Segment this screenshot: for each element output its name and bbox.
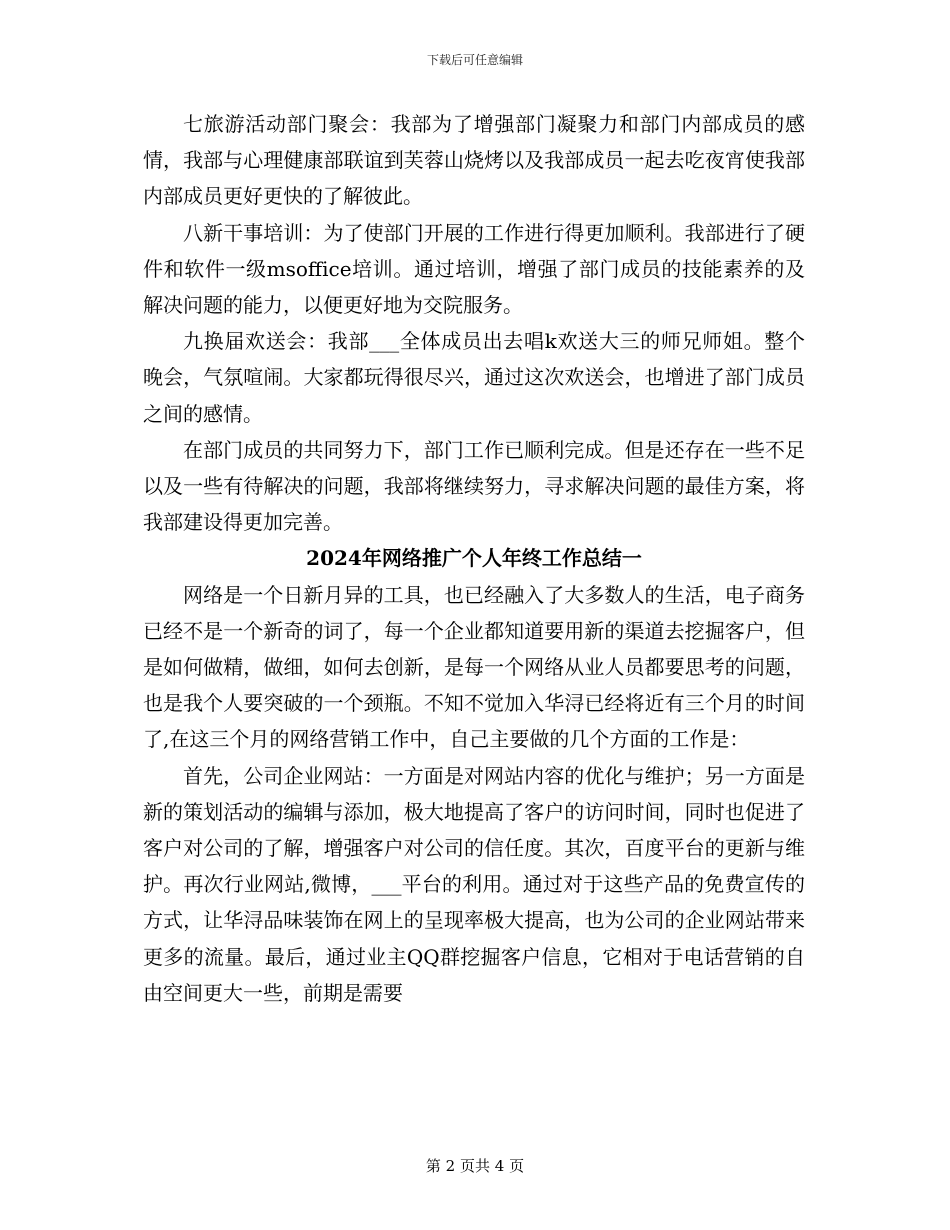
paragraph-conclusion: 在部门成员的共同努力下，部门工作已顺利完成。但是还存在一些不足以及一些有待解决的问题，我部将继续努力，寻求解决问题的最佳方案，将我部建设得更加完善。 bbox=[143, 437, 805, 535]
section-title: 2024年网络推广个人年终工作总结一 bbox=[306, 546, 642, 571]
paragraph-farewell-party: 九换届欢送会：我部___全体成员出去唱k欢送大三的师兄师姐。整个晚会，气氛喧闹。大家都玩得很尽兴，通过这次欢送会，也增进了部门成员之间的感情。 bbox=[143, 329, 805, 426]
paragraph-network-intro: 网络是一个日新月异的工具，也已经融入了大多数人的生活，电子商务已经不是一个新奇的词了，每一个企业都知道要用新的渠道去挖掘客户，但是如何做精，做细，如何去创新，是每一个网络从业人员都要思考的问题，也是我个人要突破的一个颈瓶。不知不觉加入华浔已经将近有三个月的时间了,在这三个月的网络营销工作中，自己主要做的几个方面的工作是： bbox=[143, 582, 805, 752]
page-footer: 第 2 页共 4 页 bbox=[425, 1157, 525, 1175]
paragraph-new-staff-training: 八新干事培训：为了使部门开展的工作进行得更加顺利。我部进行了硬件和软件一级msoffice培训。通过培训，增强了部门成员的技能素养的及解决问题的能力，以便更好地为交院服务。 bbox=[143, 220, 805, 318]
document-body bbox=[143, 106, 805, 1011]
page-header: 下载后可任意编辑 bbox=[426, 53, 523, 67]
paragraph-work-details: 首先，公司企业网站：一方面是对网站内容的优化与维护；另一方面是新的策划活动的编辑与添加，极大地提高了客户的访问时间，同时也促进了客户对公司的了解，增强客户对公司的信任度。其次，百度平台的更新与维护。再次行业网站,微博，___平台的利用。通过对于这些产品的免费宣传的方式，让华浔品味装饰在网上的呈现率极大提高，也为公司的企业网站带来更多的流量。最后，通过业主QQ群挖掘客户信息，它相对于电话营销的自由空间更大一些，前期是需要 bbox=[143, 763, 805, 1005]
paragraph-travel-gathering: 七旅游活动部门聚会：我部为了增强部门凝聚力和部门内部成员的感情，我部与心理健康部联谊到芙蓉山烧烤以及我部成员一起去吃夜宵使我部内部成员更好更快的了解彼此。 bbox=[143, 112, 805, 209]
